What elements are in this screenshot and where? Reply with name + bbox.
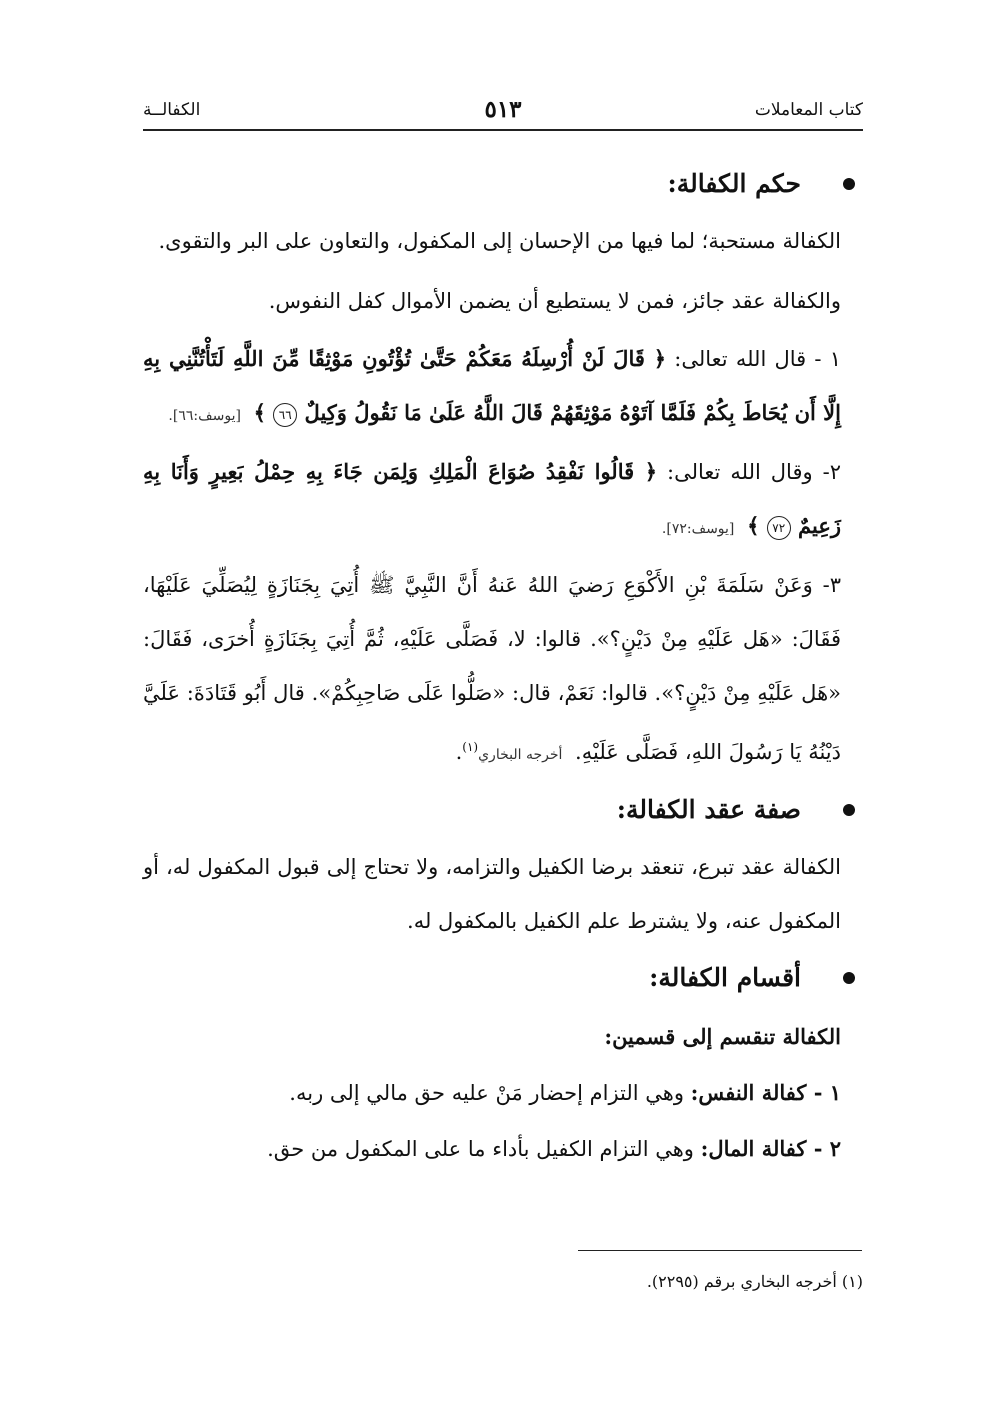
section-heading-types (143, 952, 863, 1004)
types-intro: الكفالة تنقسم إلى قسمين: (604, 1024, 841, 1049)
bullet-icon (843, 178, 855, 190)
bullet-icon (843, 972, 855, 984)
evidence-verse-2 (143, 445, 863, 556)
paragraph: الكفالة مستحبة؛ لما فيها من الإحسان إلى المكفول، والتعاون على البر والتقوى. (158, 229, 841, 253)
running-header (143, 96, 863, 130)
list-item (143, 1066, 863, 1120)
book-title: كتاب المعاملات (754, 100, 863, 120)
page-number: ٥١٣ (484, 96, 522, 123)
heading-text: أقسام الكفالة: (649, 963, 801, 992)
footnote-marker: (١) (462, 740, 479, 754)
list-item-label: ٢ - كفالة المال: (700, 1136, 841, 1161)
bullet-icon (843, 804, 855, 816)
verse-closing: ﴾ (747, 513, 767, 538)
heading-text: حكم الكفالة: (667, 169, 801, 198)
list-item (143, 1122, 863, 1176)
heading-text: صفة عقد الكفالة: (616, 795, 801, 824)
footnote: (١) أخرجه البخاري برقم (٢٢٩٥). (646, 1272, 863, 1291)
paragraph: والكفالة عقد جائز، فمن لا يستطيع أن يضمن الأموال كفل النفوس. (268, 289, 841, 313)
header-divider (143, 129, 863, 131)
section-heading-contract-nature (143, 784, 863, 836)
page-content (143, 158, 863, 1178)
quran-verse: ﴿ قَالُوا نَفْقِدُ صُوَاعَ الْمَلِكِ وَلِمَن جَاءَ بِهِ حِمْلُ بَعِيرٍ وَأَنَا بِهِ زَعِيمٌ (143, 459, 841, 538)
ayah-number-marker: ٦٦ (273, 403, 297, 427)
footnote-divider (578, 1250, 862, 1251)
evidence-prefix: ١ - قال الله تعالى: (666, 347, 841, 371)
hadith-source: أخرجه البخاري (478, 747, 563, 763)
verse-reference: [يوسف:٧٢]. (661, 521, 735, 537)
paragraph: الكفالة عقد تبرع، تنعقد برضا الكفيل والتزامه، ولا تحتاج إلى قبول المكفول له، أو المكفول عنه، ولا يشترط علم الكفيل بالمكفول له. (143, 855, 841, 933)
evidence-prefix: ٢- وقال الله تعالى: (657, 460, 841, 484)
verse-reference: [يوسف:٦٦]. (168, 408, 241, 424)
hadith-end: . (455, 740, 463, 764)
list-item-text: وهي التزام الكفيل بأداء ما على المكفول من حق. (267, 1137, 701, 1161)
verse-closing: ﴾ (253, 400, 274, 425)
ayah-number-marker: ٧٢ (767, 516, 791, 540)
chapter-title: الكفالــة (143, 100, 201, 120)
list-item-label: ١ - كفالة النفس: (690, 1080, 841, 1105)
hadith-body: ٣- وَعَنْ سَلَمَةَ بْنِ الأَكْوَعِ رَضيَ اللهُ عَنهُ أَنَّ النَّبِيَّ ﷺ أُتِيَ بِجَنَازَةٍ لِيُصَلِّيَ عَلَيْهَا، فَقَالَ: «هَل عَلَيْهِ مِنْ دَيْنٍ؟». قالوا: لا، فَصَلَّى عَلَيْهِ، ثُمَّ أُتِيَ بِجَنَازَةٍ أُخرَى، فَقَالَ: «هَل عَلَيْهِ مِنْ دَيْنٍ؟». قالوا: نَعَمْ، قال: «صَلُّوا عَلَى صَاحِبِكُمْ». قال أَبُو قَتَادَةَ: عَلَيَّ دَيْنُهُ يَا رَسُولَ اللهِ، فَصَلَّى عَلَيْهِ. (143, 573, 841, 764)
hadith-text (143, 558, 863, 782)
section-heading-ruling (143, 158, 863, 210)
evidence-verse-1 (143, 332, 863, 443)
list-item-text: وهي التزام إحضار مَنْ عليه حق مالي إلى ربه. (289, 1081, 691, 1105)
quran-verse: ﴿ قَالَ لَنْ أُرْسِلَهُ مَعَكُمْ حَتَّىٰ تُؤْتُونِ مَوْثِقًا مِّنَ اللَّهِ لَتَأْتُنَّنِي بِهِ إِلَّا أَن يُحَاطَ بِكُمْ فَلَمَّا آتَوْهُ مَوْثِقَهُمْ قَالَ اللَّهُ عَلَىٰ مَا نَقُولُ وَكِيلٌ (143, 346, 841, 425)
